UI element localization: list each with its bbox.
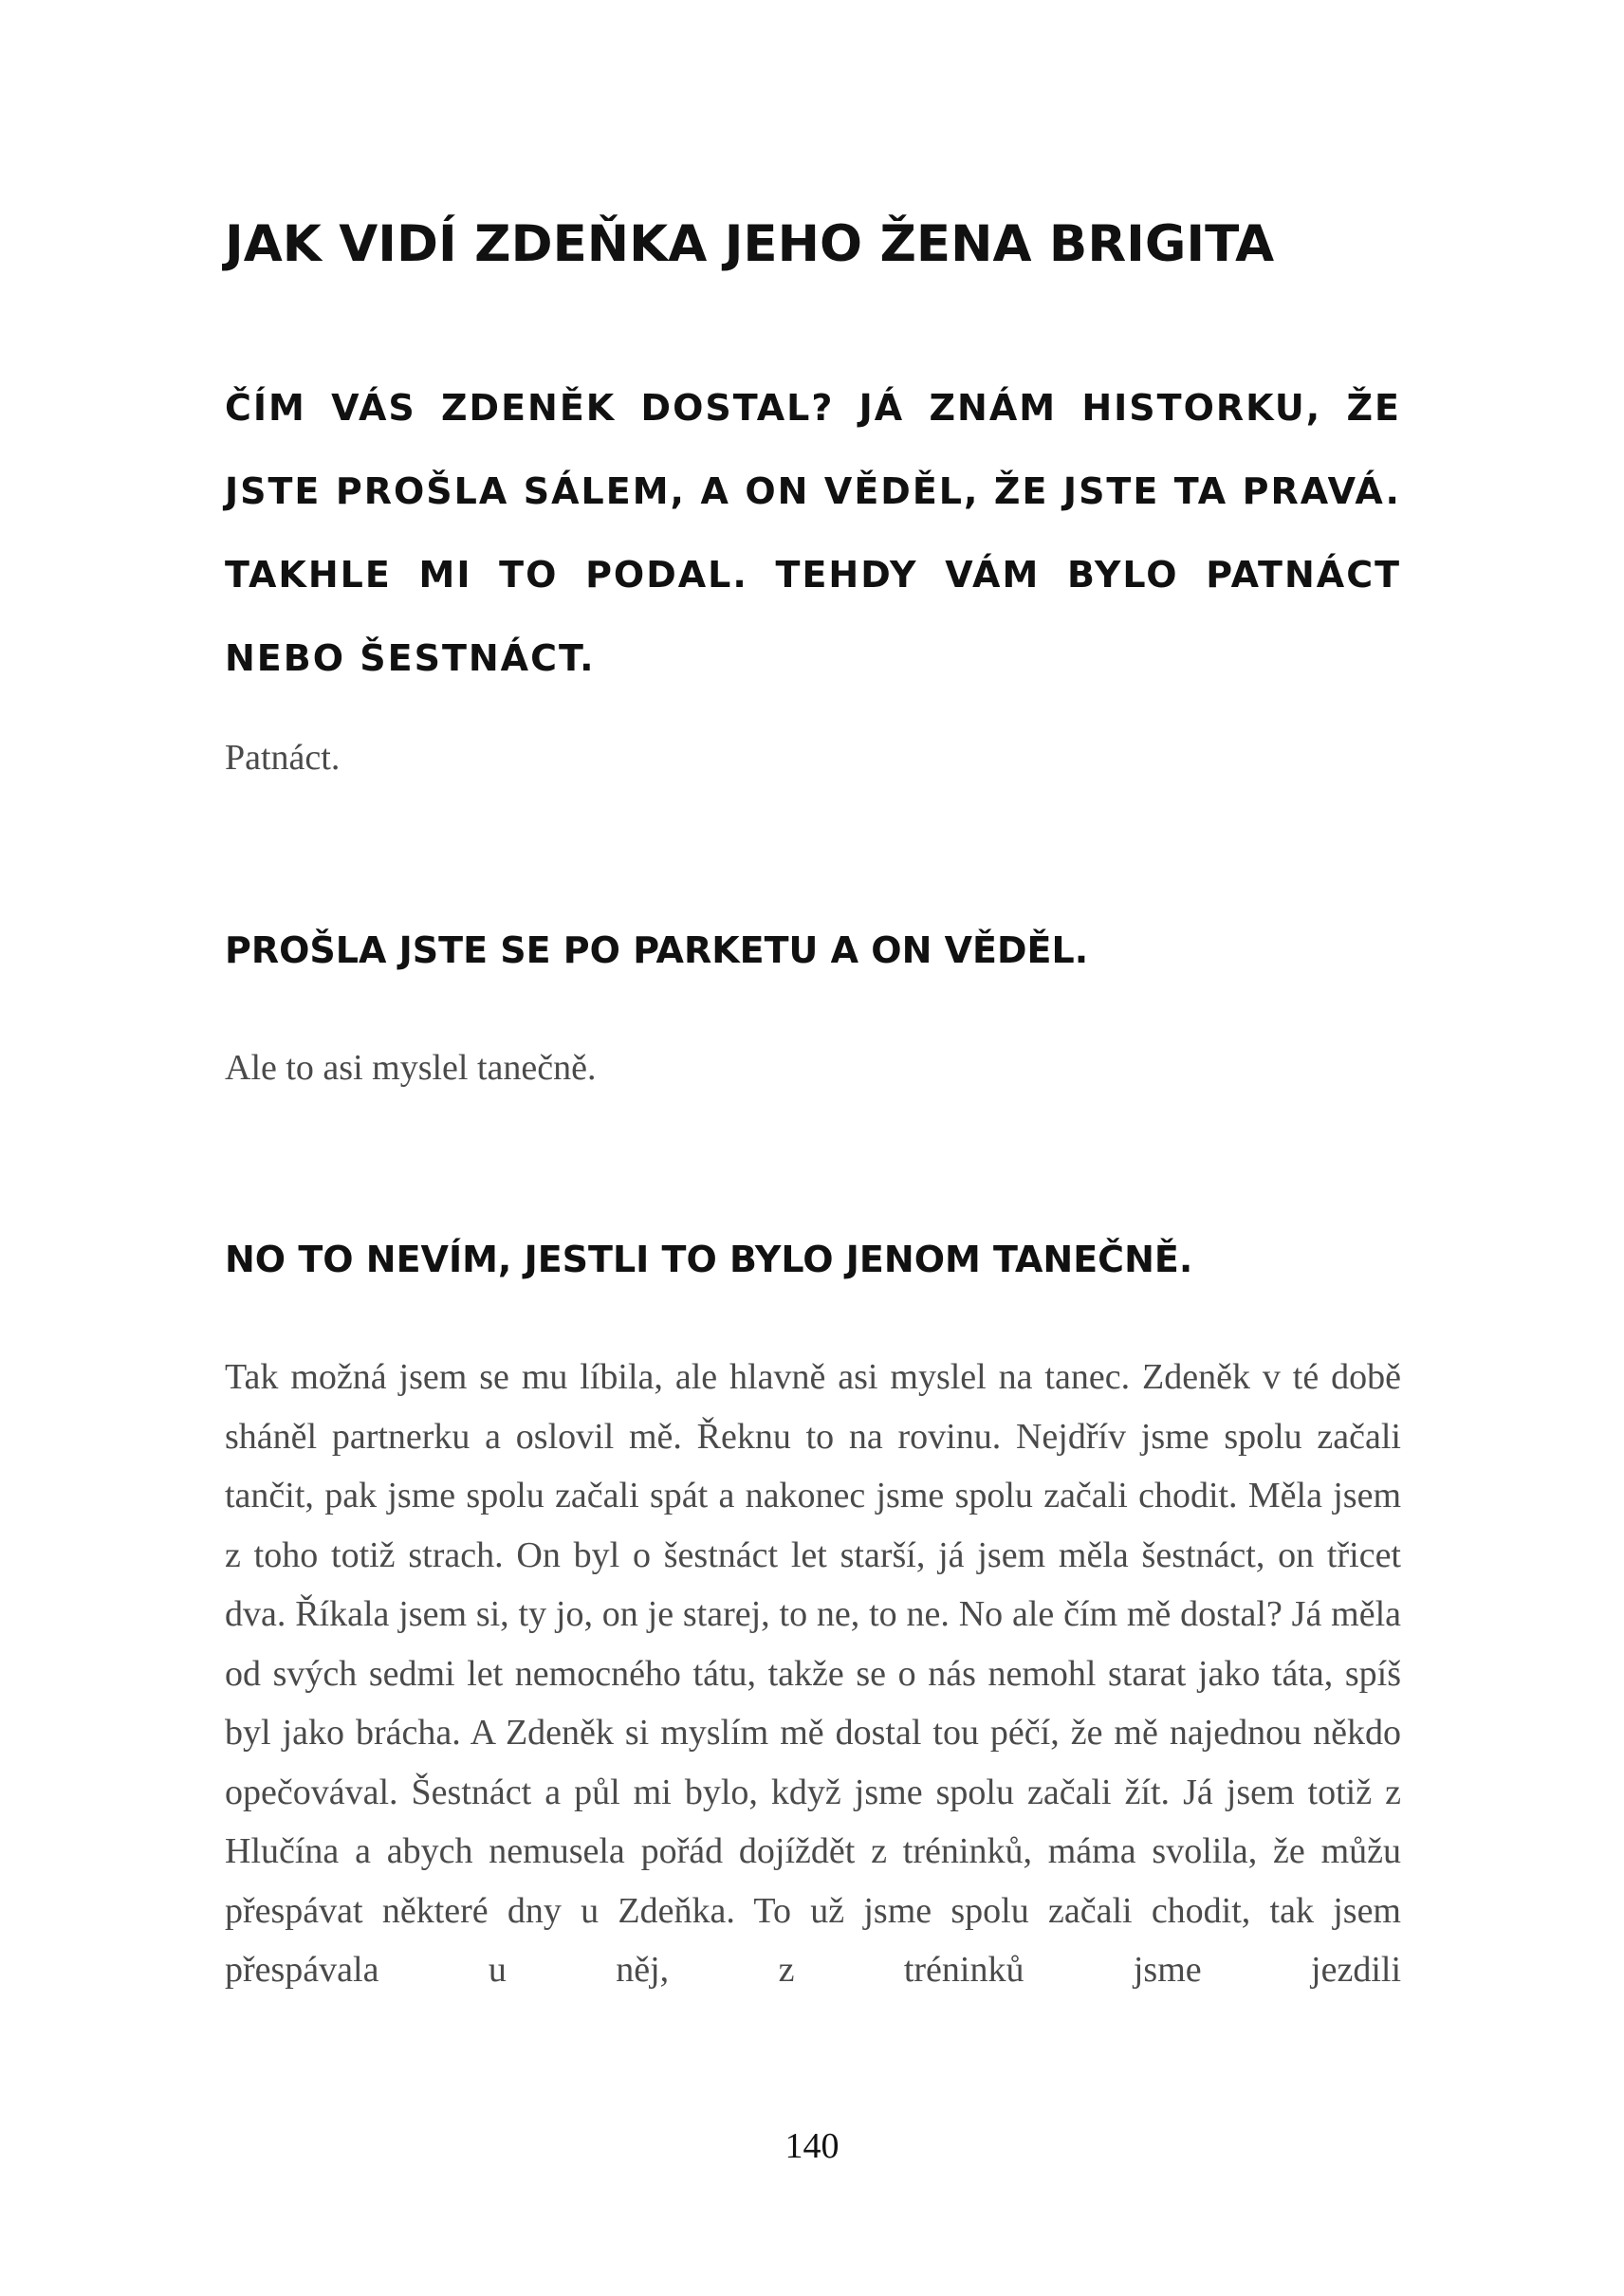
interview-answer-3: Tak možná jsem se mu líbila, ale hlavně asi myslel na tanec. Zdeněk v té době sháněl partnerku a oslovil mě. Řeknu to na rovinu. Nejdřív jsme spolu začali tančit, pak jsme spolu začali spát a nakonec jsme spolu začali chodit. Měla jsem z toho totiž strach. On byl o šestnáct let starší, já jsem měla šestnáct, on třicet dva. Říkala jsem si, ty jo, on je starej, to ne, to ne. No ale čím mě dostal? Já měla od svých sedmi let nemocného tátu, takže se o nás nemohl starat jako táta, spíš byl jako brácha. A Zdeněk si myslím mě dostal tou péčí, že mě najednou někdo opečovával. Šestnáct a půl mi bylo, když jsme spolu začali žít. Já jsem totiž z Hlučína a abych nemusela pořád dojíždět z tréninků, máma svolila, že můžu přespávat některé dny u Zdeňka. To už jsme spolu začali chodit, tak jsem přespávala u něj, z tréninků jsme jezdili (225, 1357, 1401, 1990)
interview-answer-1: Patnáct. (225, 738, 341, 778)
chapter-title: JAK VIDÍ ZDEŇKA JEHO ŽENA BRIGITA (225, 215, 1275, 273)
interview-question-1: ČÍM VÁS ZDENĚK DOSTAL? JÁ ZNÁM HISTORKU, ŽE JSTE PROŠLA SÁLEM, A ON VĚDĚL, ŽE JSTE TA PRAVÁ. TAKHLE MI TO PODAL. TEHDY VÁM BYLO PATNÁCT NEBO ŠESTNÁCT. (225, 387, 1401, 679)
interview-question-3: NO TO NEVÍM, JESTLI TO BYLO JENOM TANEČNĚ. (225, 1239, 1193, 1280)
interview-answer-2: Ale to asi myslel tanečně. (225, 1048, 597, 1088)
interview-question-2: PROŠLA JSTE SE PO PARKETU A ON VĚDĚL. (225, 929, 1089, 971)
page-number: 140 (784, 2126, 840, 2166)
